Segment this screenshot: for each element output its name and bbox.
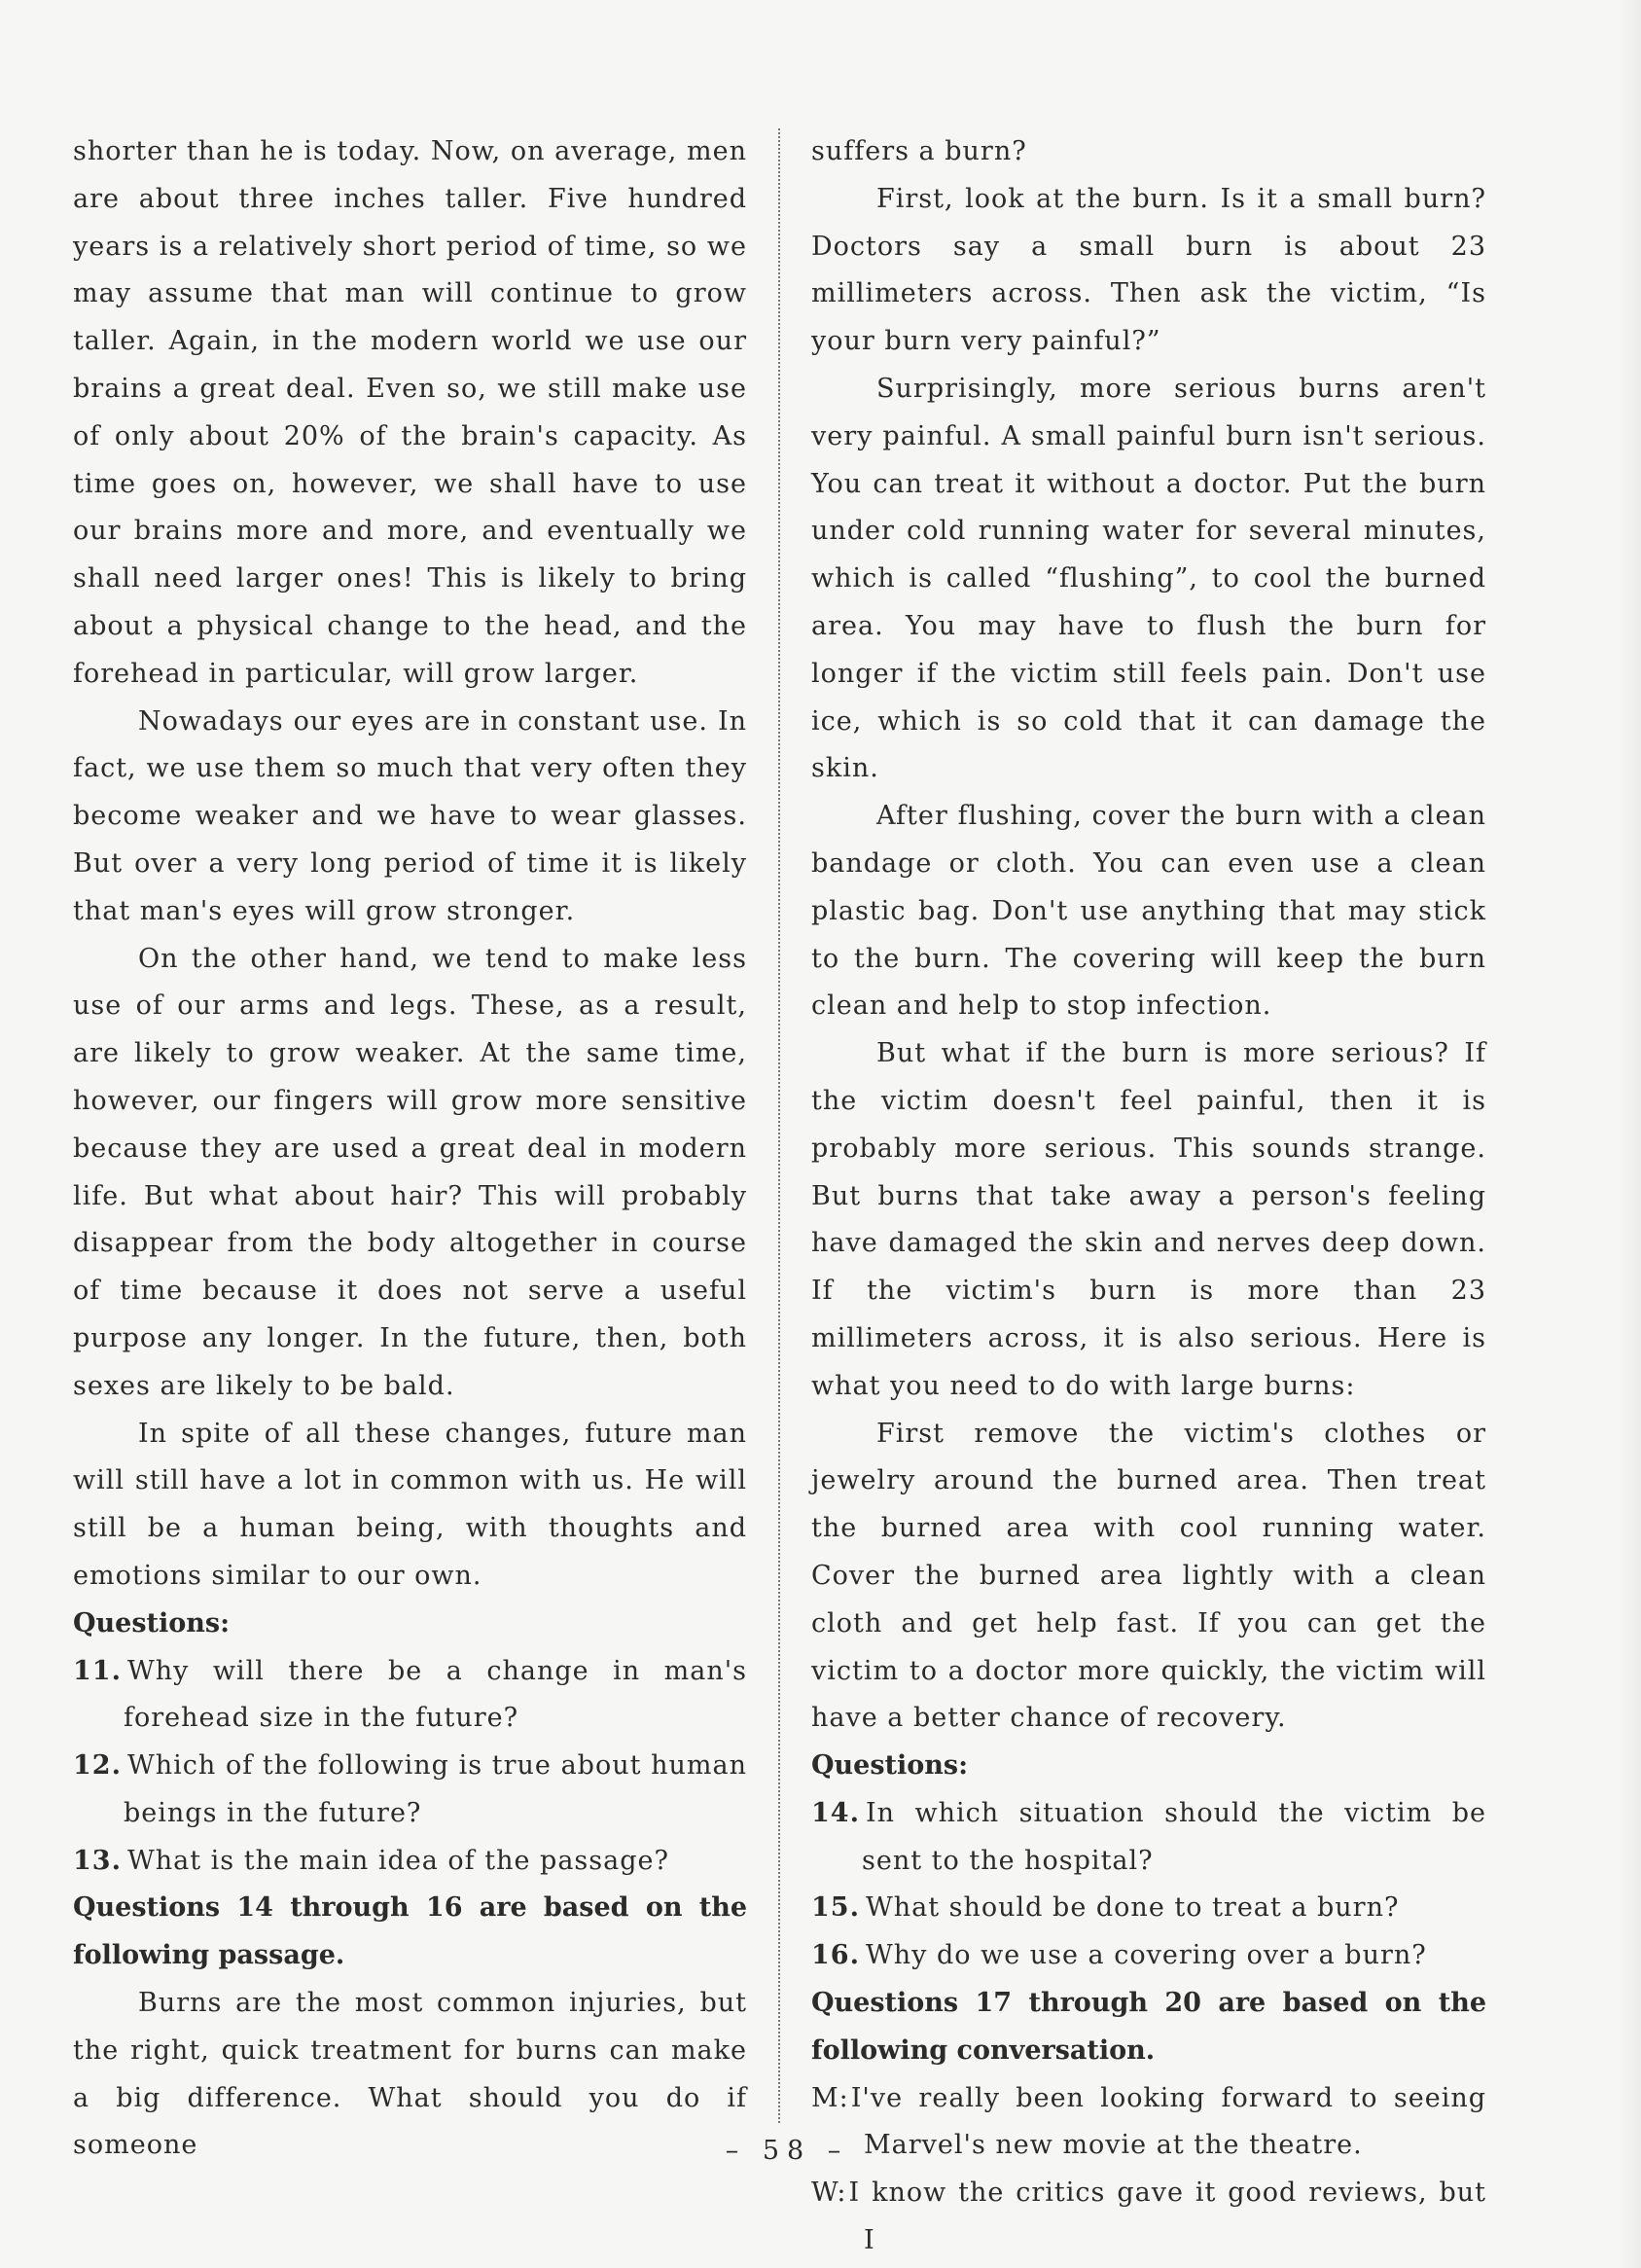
question-text: What is the main idea of the passage? (126, 1845, 669, 1876)
question-12 (73, 1743, 747, 1838)
question-number: 16. (811, 1940, 860, 1971)
dialogue-text: I know the critics gave it good reviews, but I (848, 2178, 1486, 2256)
passage-paragraph: First remove the victim's clothes or jewelry around the burned area. Then treat the burned area with cool running water. Cover the burned area lightly with a clean cloth and get help fast. If you can get the victim to a doctor more quickly, the victim will have a better chance of recovery. (811, 1418, 1486, 1734)
column-divider (778, 128, 780, 2123)
section-heading: Questions 14 through 16 are based on the following passage. (73, 1892, 747, 1971)
question-number: 11. (73, 1655, 122, 1686)
passage-paragraph: shorter than he is today. Now, on average, men are about three inches taller. Five hundred years is a relatively short period of time, so we may assume that man will continue to grow taller. Again, in the modern world we use our brains a great deal. Even so, we still make use of only about 20% of the brain's capacity. As time goes on, however, we shall have to use our brains more and more, and eventually we shall need larger ones! This is likely to bring about a physical change to the head, and the forehead in particular, will grow larger. (73, 136, 747, 689)
speaker-label: M: (811, 2082, 849, 2113)
speaker-label: W: (811, 2178, 847, 2209)
section-heading: Questions 17 through 20 are based on the following conversation. (811, 1988, 1486, 2066)
dialogue-text: I've really been looking forward to seeing Marvel's new movie at the theatre. (850, 2082, 1486, 2161)
passage-paragraph: After flushing, cover the burn with a clean bandage or cloth. You can even use a clean plastic bag. Don't use anything that may stick to the burn. The covering will keep the burn clean and help to stop infection. (811, 801, 1486, 1022)
passage-paragraph: On the other hand, we tend to make less use of our arms and legs. These, as a result, are likely to grow weaker. At the same time, however, our fingers will grow more sensitive because they are used a great deal in modern life. But what about hair? This will probably disappear from the body altogether in course of time because it does not serve a useful purpose any longer. In the future, then, both sexes are likely to be bald. (73, 943, 747, 1401)
questions-heading: Questions: (811, 1750, 969, 1782)
question-13 (73, 1838, 747, 1886)
passage-paragraph: Nowadays our eyes are in constant use. In fact, we use them so much that very often they become weaker and we have to wear glasses. But over a very long period of time it is likely that man's eyes will grow stronger. (73, 705, 747, 926)
question-text: Why will there be a change in man's forehead size in the future? (124, 1655, 747, 1734)
question-15 (811, 1885, 1486, 1932)
question-number: 13. (73, 1845, 122, 1876)
passage-paragraph: But what if the burn is more serious? If the victim doesn't feel painful, then it is probably more serious. This sounds strange. But burns that take away a person's feeling have damaged the skin and nerves deep down. If the victim's burn is more than 23 millimeters across, it is also serious. Here is what you need to do with large burns: (811, 1038, 1486, 1401)
question-text: What should be done to treat a burn? (865, 1892, 1400, 1924)
question-16 (811, 1932, 1486, 1980)
question-11 (73, 1648, 747, 1744)
question-text: Which of the following is true about human beings in the future? (124, 1750, 747, 1828)
passage-paragraph: In spite of all these changes, future man will still have a lot in common with us. He will still be a human being, with thoughts and emotions similar to our own. (73, 1418, 747, 1591)
right-column (811, 128, 1486, 2265)
question-number: 15. (811, 1892, 860, 1924)
passage-paragraph: suffers a burn? (811, 136, 1027, 166)
passage-paragraph: First, look at the burn. Is it a small burn? Doctors say a small burn is about 23 millimeters across. Then ask the victim, “Is your burn very painful?” (811, 183, 1486, 357)
passage-paragraph: Surprisingly, more serious burns aren't very painful. A small painful burn isn't serious. You can treat it without a doctor. Put the burn under cold running water for several minutes, which is called “flushing”, to cool the burned area. You may have to flush the burn for longer if the victim still feels pain. Don't use ice, which is so cold that it can damage the skin. (811, 373, 1486, 784)
question-number: 12. (73, 1750, 122, 1782)
dialogue-line (811, 2170, 1486, 2265)
questions-heading: Questions: (73, 1607, 231, 1638)
page-number: – 58 – (725, 2136, 849, 2166)
question-text: Why do we use a covering over a burn? (865, 1940, 1427, 1971)
passage-paragraph: Burns are the most common injuries, but the right, quick treatment for burns can make a big difference. What should you do if someone (73, 1988, 747, 2161)
left-column (73, 128, 747, 2170)
question-number: 14. (811, 1797, 860, 1828)
question-text: In which situation should the victim be sent to the hospital? (862, 1797, 1486, 1876)
page-edge (1620, 0, 1641, 2268)
question-14 (811, 1790, 1486, 1886)
